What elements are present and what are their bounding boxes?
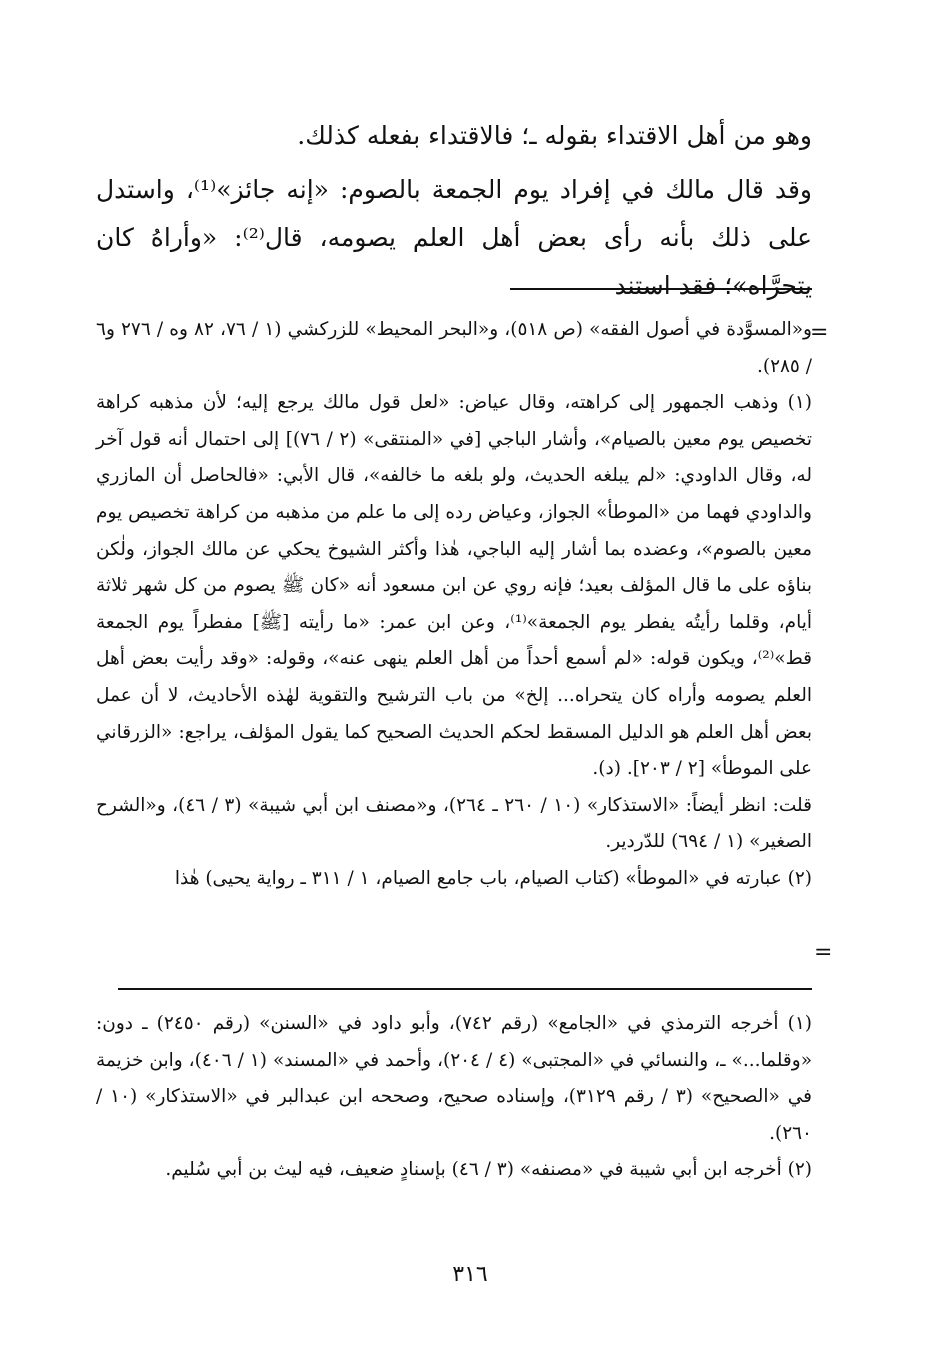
lower-footnotes (96, 1006, 812, 1189)
page-number: ٣١٦ (452, 1262, 488, 1287)
continuation-mark-bottom: = (814, 940, 833, 965)
footnote-1-qult: قلت: انظر أيضاً: «الاستذكار» (١٠ / ٢٦٠ ـ ٢٦٤)، و«مصنف ابن أبي شيبة» (٣ / ٤٦)، و«الشرح الصغير» (١ / ٦٩٤) للدّردير. (96, 794, 812, 853)
footnote-continuation: و«المسوَّدة في أصول الفقه» (ص ٥١٨)، و«البحر المحيط» للزركشي (١ / ٧٦، ٨٢ وه / ٢٧٦ و٦ / ٢٨٥). (96, 319, 812, 377)
lower-footnote-1: (١) أخرجه الترمذي في «الجامع» (رقم ٧٤٢)، وأبو داود في «السنن» (رقم ٢٤٥٠) ـ دون: «وقلما...» ـ، والنسائي في «المجتبى» (٤ / ٢٠٤)، وأحمد في «المسند» (١ / ٤٠٦)، وابن خزيمة في «الصحيح» (٣ / رقم ٣١٢٩)، وإسناده صحيح، وصححه ابن عبدالبر في «الاستذكار» (١٠ / ٢٦٠). (96, 1013, 813, 1144)
footnote-2: (٢) عبارته في «الموطأ» (كتاب الصيام، باب جامع الصيام، ١ / ٣١١ ـ رواية يحيى) هٰذا (174, 867, 812, 889)
main-paragraph-2: وقد قال مالك في إفراد يوم الجمعة بالصوم: «إنه جائز»⁽¹⁾، واستدل على ذلك بأنه رأى بعض أهل العلم يصومه، قال⁽²⁾: «وأراهُ كان يتحرَّاه»؛ فقد استند (96, 175, 813, 300)
lower-footnote-2: (٢) أخرجه ابن أبي شيبة في «مصنفه» (٣ / ٤٦) بإسنادٍ ضعيف، فيه ليث بن أبي سُليم. (165, 1159, 812, 1181)
upper-footnotes (96, 312, 812, 898)
continuation-mark-top: = (810, 320, 829, 345)
footnote-separator-short (510, 288, 812, 290)
footnote-1: (١) وذهب الجمهور إلى كراهته، وقال عياض: «لعل قول مالك يرجع إليه؛ لأن مذهبه كراهة تخصيص يوم معين بالصيام»، وأشار الباجي [في «المنتقى» (٢ / ٧٦)] إلى احتمال أنه قول آخر له، وقال الداودي: «لم يبلغه الحديث، ولو بلغه ما خالفه»، قال الأبي: «فالحاصل أن المازري والداودي فهما من «الموطأ» الجواز، وعياض رده إلى ما علم من مذهبه من كراهة تخصيص يوم معين بالصوم»، وعضده بما أشار إليه الباجي، هٰذا وأكثر الشيوخ يحكي عن مالك الجواز، ولٰكن بناؤه على ما قال المؤلف بعيد؛ فإنه روي عن ابن مسعود أنه «كان ﷺ يصوم من كل شهر ثلاثة أيام، وقلما رأيتُه يفطر يوم الجمعة»⁽¹⁾، وعن ابن عمر: «ما رأيته [ﷺ] مفطراً يوم الجمعة قط»⁽²⁾، ويكون قوله: «لم أسمع أحداً من أهل العلم ينهى عنه»، وقوله: «وقد رأيت بعض أهل العلم يصومه وأراه كان يتحراه... إلخ» من باب الترشيح والتقوية لهٰذه الأحاديث، لا أن عمل بعض أهل العلم هو الدليل المسقط لحكم الحديث الصحيح كما يقول المؤلف، يراجع: «الزرقاني على الموطأ» [٢ / ٢٠٣]. (د). (96, 392, 812, 780)
main-paragraph-1: وهو من أهل الاقتداء بقوله ـ؛ فالاقتداء بفعله كذلك. (297, 121, 812, 150)
footnote-separator-long (118, 988, 812, 990)
main-text (96, 112, 812, 310)
